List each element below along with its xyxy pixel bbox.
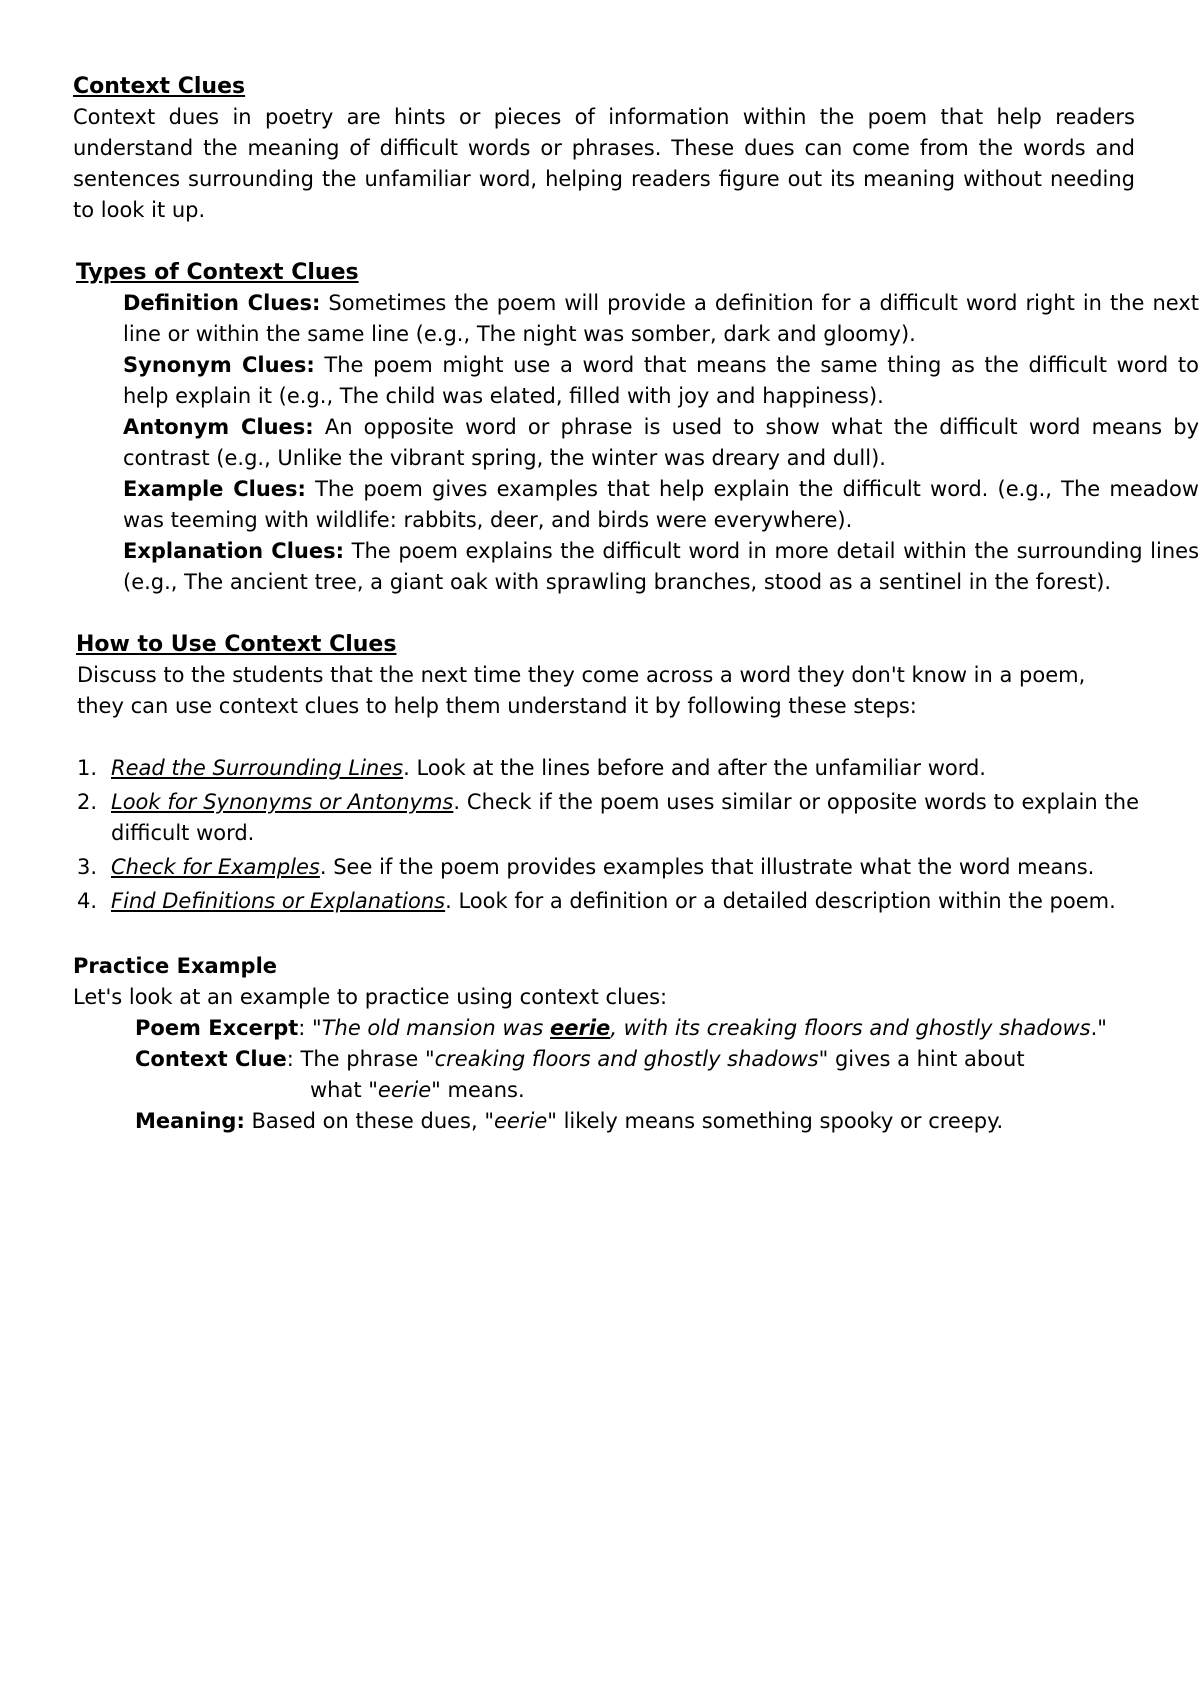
section-title-how-to: How to Use Context Clues [76,632,397,657]
keyword-eerie: eerie [550,1016,611,1040]
step-label: Find Definitions or Explanations [111,889,446,913]
type-item-definition: Definition Clues: Sometimes the poem will provide a definition for a difficult word right in the next line or within the same line (e.g., The night was somber, dark and gloomy). [123,291,1199,346]
type-item-example: Example Clues: The poem gives examples that help explain the difficult word. (e.g., The meadow was teeming with wildlife: rabbits, deer, and birds were everywhere). [123,477,1199,532]
steps-list [77,753,1139,917]
step-label: Check for Examples [111,855,320,879]
list-item: 1. Read the Surrounding Lines. Look at the lines before and after the unfamiliar word. [77,756,986,780]
context-clues-description: Context dues in poetry are hints or pieces of information within the poem that help readers understand the meaning of difficult words or phrases. These dues can come from the words and sentences surrounding the unfamiliar word, helping readers figure out its meaning without needing to look it up. [73,105,1135,222]
step-label: Look for Synonyms or Antonyms [111,790,454,814]
type-item-synonym: Synonym Clues: The poem might use a word that means the same thing as the difficult word to help explain it (e.g., The child was elated, filled with joy and happiness). [123,353,1199,408]
section-title-types: Types of Context Clues [76,260,359,285]
meaning-line: Meaning: Based on these dues, "eerie" likely means something spooky or creepy. [135,1109,1004,1133]
type-item-explanation: Explanation Clues: The poem explains the difficult word in more detail within the surrounding lines (e.g., The ancient tree, a giant oak with sprawling branches, stood as a sentinel in the forest). [123,539,1200,594]
list-item: 3. Check for Examples. See if the poem provides examples that illustrate what the word means. [77,855,1095,879]
document-content [73,71,1200,1137]
context-clue-line-cont: what "eerie" means. [310,1078,525,1102]
list-item: 4. Find Definitions or Explanations. Look for a definition or a detailed description within the poem. [77,889,1116,913]
poem-excerpt: Poem Excerpt: "The old mansion was eerie, with its creaking floors and ghostly shadows." [135,1016,1107,1040]
practice-intro: Let's look at an example to practice using context clues: [73,985,668,1009]
how-to-intro: Discuss to the students that the next time they come across a word they don't know in a poem, they can use context clues to help them understand it by following these steps: [77,663,1086,718]
types-list [123,288,1199,598]
practice-block [135,1013,1135,1137]
section-title-context-clues: Context Clues [73,74,246,99]
section-title-practice: Practice Example [73,954,278,978]
list-item: 2. Look for Synonyms or Antonyms. Check if the poem uses similar or opposite words to explain the difficult word. [77,790,1139,845]
type-item-antonym: Antonym Clues: An opposite word or phrase is used to show what the difficult word means by contrast (e.g., Unlike the vibrant spring, the winter was dreary and dull). [123,415,1200,470]
context-clue-line: Context Clue: The phrase "creaking floors and ghostly shadows" gives a hint about [135,1047,1025,1071]
step-label: Read the Surrounding Lines [111,756,404,780]
